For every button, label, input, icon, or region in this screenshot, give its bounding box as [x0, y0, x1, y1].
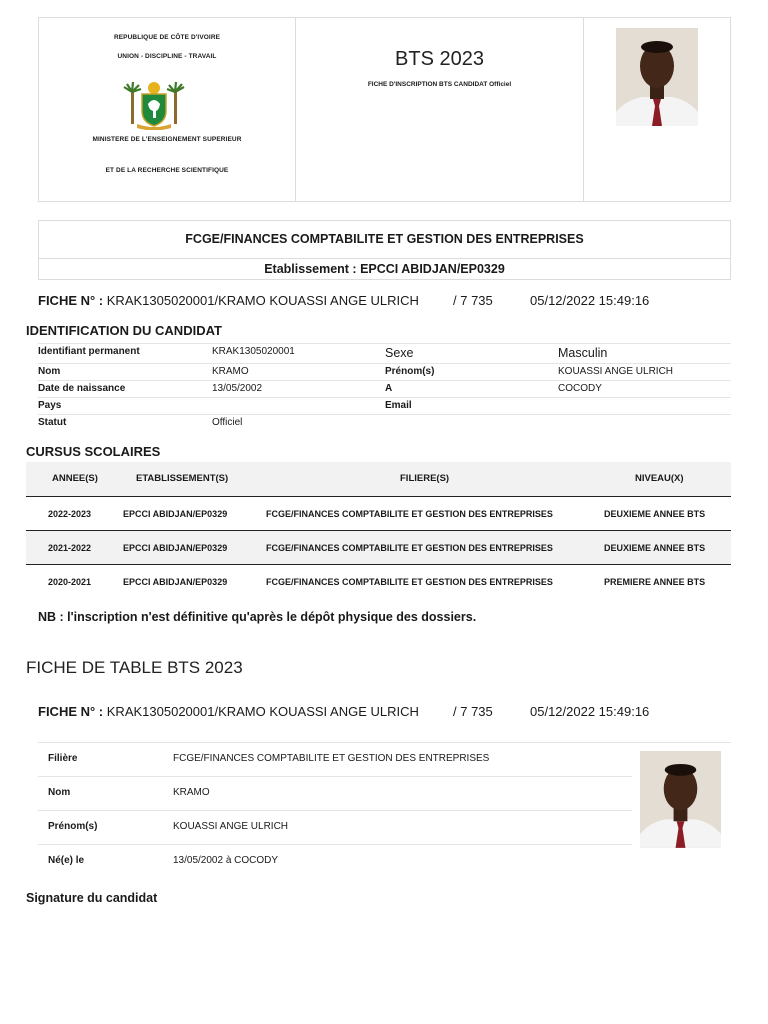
row-value: 13/05/2002 à COCODY: [173, 855, 279, 866]
ident-row: [38, 398, 731, 415]
row-label: Filière: [48, 753, 78, 764]
fiche-position: / 7 735: [453, 293, 493, 308]
fiche-table-title: FICHE DE TABLE BTS 2023: [26, 658, 243, 677]
row-value: FCGE/FINANCES COMPTABILITE ET GESTION DES ENTREPRISES: [173, 753, 490, 764]
table-cell: 2022-2023: [48, 509, 92, 519]
row-label: Né(e) le: [48, 855, 85, 866]
table-cell: DEUXIEME ANNEE BTS: [604, 509, 706, 519]
cursus-table: [26, 462, 731, 599]
header-box: [38, 17, 731, 202]
fiche-table: [38, 742, 632, 878]
fiche-datetime: 05/12/2022 15:49:16: [530, 704, 650, 719]
fiche-label: FICHE N° :: [38, 704, 104, 719]
fiche-value: KRAK1305020001/KRAMO KOUASSI ANGE ULRICH: [106, 704, 419, 719]
ident-label: A: [385, 383, 393, 394]
ident-value: Officiel: [212, 417, 243, 428]
signature-label: Signature du candidat: [26, 891, 158, 905]
page-subtitle: FICHE D'INSCRIPTION BTS CANDIDAT Officiel: [367, 81, 512, 88]
table-row: [38, 844, 632, 878]
ident-value: KOUASSI ANGE ULRICH: [558, 366, 674, 377]
row-label: Prénom(s): [48, 821, 98, 832]
ministere-text-1: MINISTERE DE L'ENSEIGNEMENT SUPERIEUR: [92, 136, 242, 143]
table-row: [38, 776, 632, 810]
table-cell: 2021-2022: [48, 543, 92, 553]
ident-row: [38, 343, 731, 364]
table-cell: FCGE/FINANCES COMPTABILITE ET GESTION DES ENTREPRISES: [266, 509, 553, 519]
fiche-number-line: [38, 704, 650, 719]
column-header: ETABLISSEMENT(S): [136, 473, 229, 484]
table-row: [26, 531, 731, 565]
ident-value: KRAK1305020001: [212, 346, 295, 357]
ident-value: KRAMO: [212, 366, 249, 377]
ident-label: Email: [385, 400, 412, 411]
fiche-datetime: 05/12/2022 15:49:16: [530, 293, 650, 308]
ident-label: Date de naissance: [38, 383, 126, 394]
ident-label: Pays: [38, 400, 62, 411]
ident-label: Statut: [38, 417, 67, 428]
ident-row: [38, 381, 731, 398]
ident-label: Prénom(s): [385, 366, 435, 377]
filiere-name: FCGE/FINANCES COMPTABILITE ET GESTION DES ENTREPRISES: [39, 221, 730, 259]
table-cell: FCGE/FINANCES COMPTABILITE ET GESTION DES ENTREPRISES: [266, 577, 553, 587]
devise-text: UNION - DISCIPLINE - TRAVAIL: [117, 53, 217, 60]
column-header: NIVEAU(X): [635, 473, 684, 484]
identification-table: [38, 343, 731, 432]
fiche-number-line: [38, 293, 650, 308]
table-cell: DEUXIEME ANNEE BTS: [604, 543, 706, 553]
page-title: BTS 2023: [395, 48, 484, 70]
cursus-title: CURSUS SCOLAIRES: [26, 444, 161, 459]
ident-row: [38, 415, 731, 432]
table-cell: EPCCI ABIDJAN/EP0329: [123, 577, 228, 587]
candidate-photo: [616, 28, 698, 126]
ident-value: Masculin: [558, 346, 608, 360]
header-title-cell: [296, 18, 584, 201]
filiere-box: [38, 220, 731, 280]
row-value: KOUASSI ANGE ULRICH: [173, 821, 289, 832]
row-value: KRAMO: [173, 787, 210, 798]
cursus-header-row: [26, 462, 731, 497]
table-row: [38, 810, 632, 844]
divider: [632, 742, 731, 743]
table-cell: 2020-2021: [48, 577, 92, 587]
nb-notice: NB : l'inscription n'est définitive qu'après le dépôt physique des dossiers.: [38, 610, 477, 624]
table-row: [38, 742, 632, 776]
ident-value: 13/05/2002: [212, 383, 263, 394]
fiche-value: KRAK1305020001/KRAMO KOUASSI ANGE ULRICH: [106, 293, 419, 308]
fiche-position: / 7 735: [453, 704, 493, 719]
header-left-cell: [39, 18, 296, 201]
column-header: FILIERE(S): [400, 473, 450, 484]
table-cell: PREMIERE ANNEE BTS: [604, 577, 706, 587]
ident-label: Identifiant permanent: [38, 346, 140, 357]
coat-of-arms-icon: [123, 78, 185, 130]
column-header: ANNEE(S): [52, 473, 98, 484]
table-cell: EPCCI ABIDJAN/EP0329: [123, 509, 228, 519]
fiche-label: FICHE N° :: [38, 293, 104, 308]
republique-text: REPUBLIQUE DE CÔTE D'IVOIRE: [113, 34, 221, 41]
row-label: Nom: [48, 787, 71, 798]
candidate-photo: [640, 751, 721, 848]
ident-row: [38, 364, 731, 381]
ident-label: Nom: [38, 366, 61, 377]
etablissement-name: Etablissement : EPCCI ABIDJAN/EP0329: [264, 262, 505, 276]
table-cell: EPCCI ABIDJAN/EP0329: [123, 543, 228, 553]
ident-value: COCODY: [558, 383, 602, 394]
ident-label: Sexe: [385, 346, 414, 360]
ministere-text-2: ET DE LA RECHERCHE SCIENTIFIQUE: [105, 167, 229, 174]
table-row: [26, 565, 731, 599]
header-photo-cell: [584, 18, 730, 201]
table-cell: FCGE/FINANCES COMPTABILITE ET GESTION DES ENTREPRISES: [266, 543, 553, 553]
table-row: [26, 497, 731, 531]
identification-title: IDENTIFICATION DU CANDIDAT: [26, 323, 222, 338]
